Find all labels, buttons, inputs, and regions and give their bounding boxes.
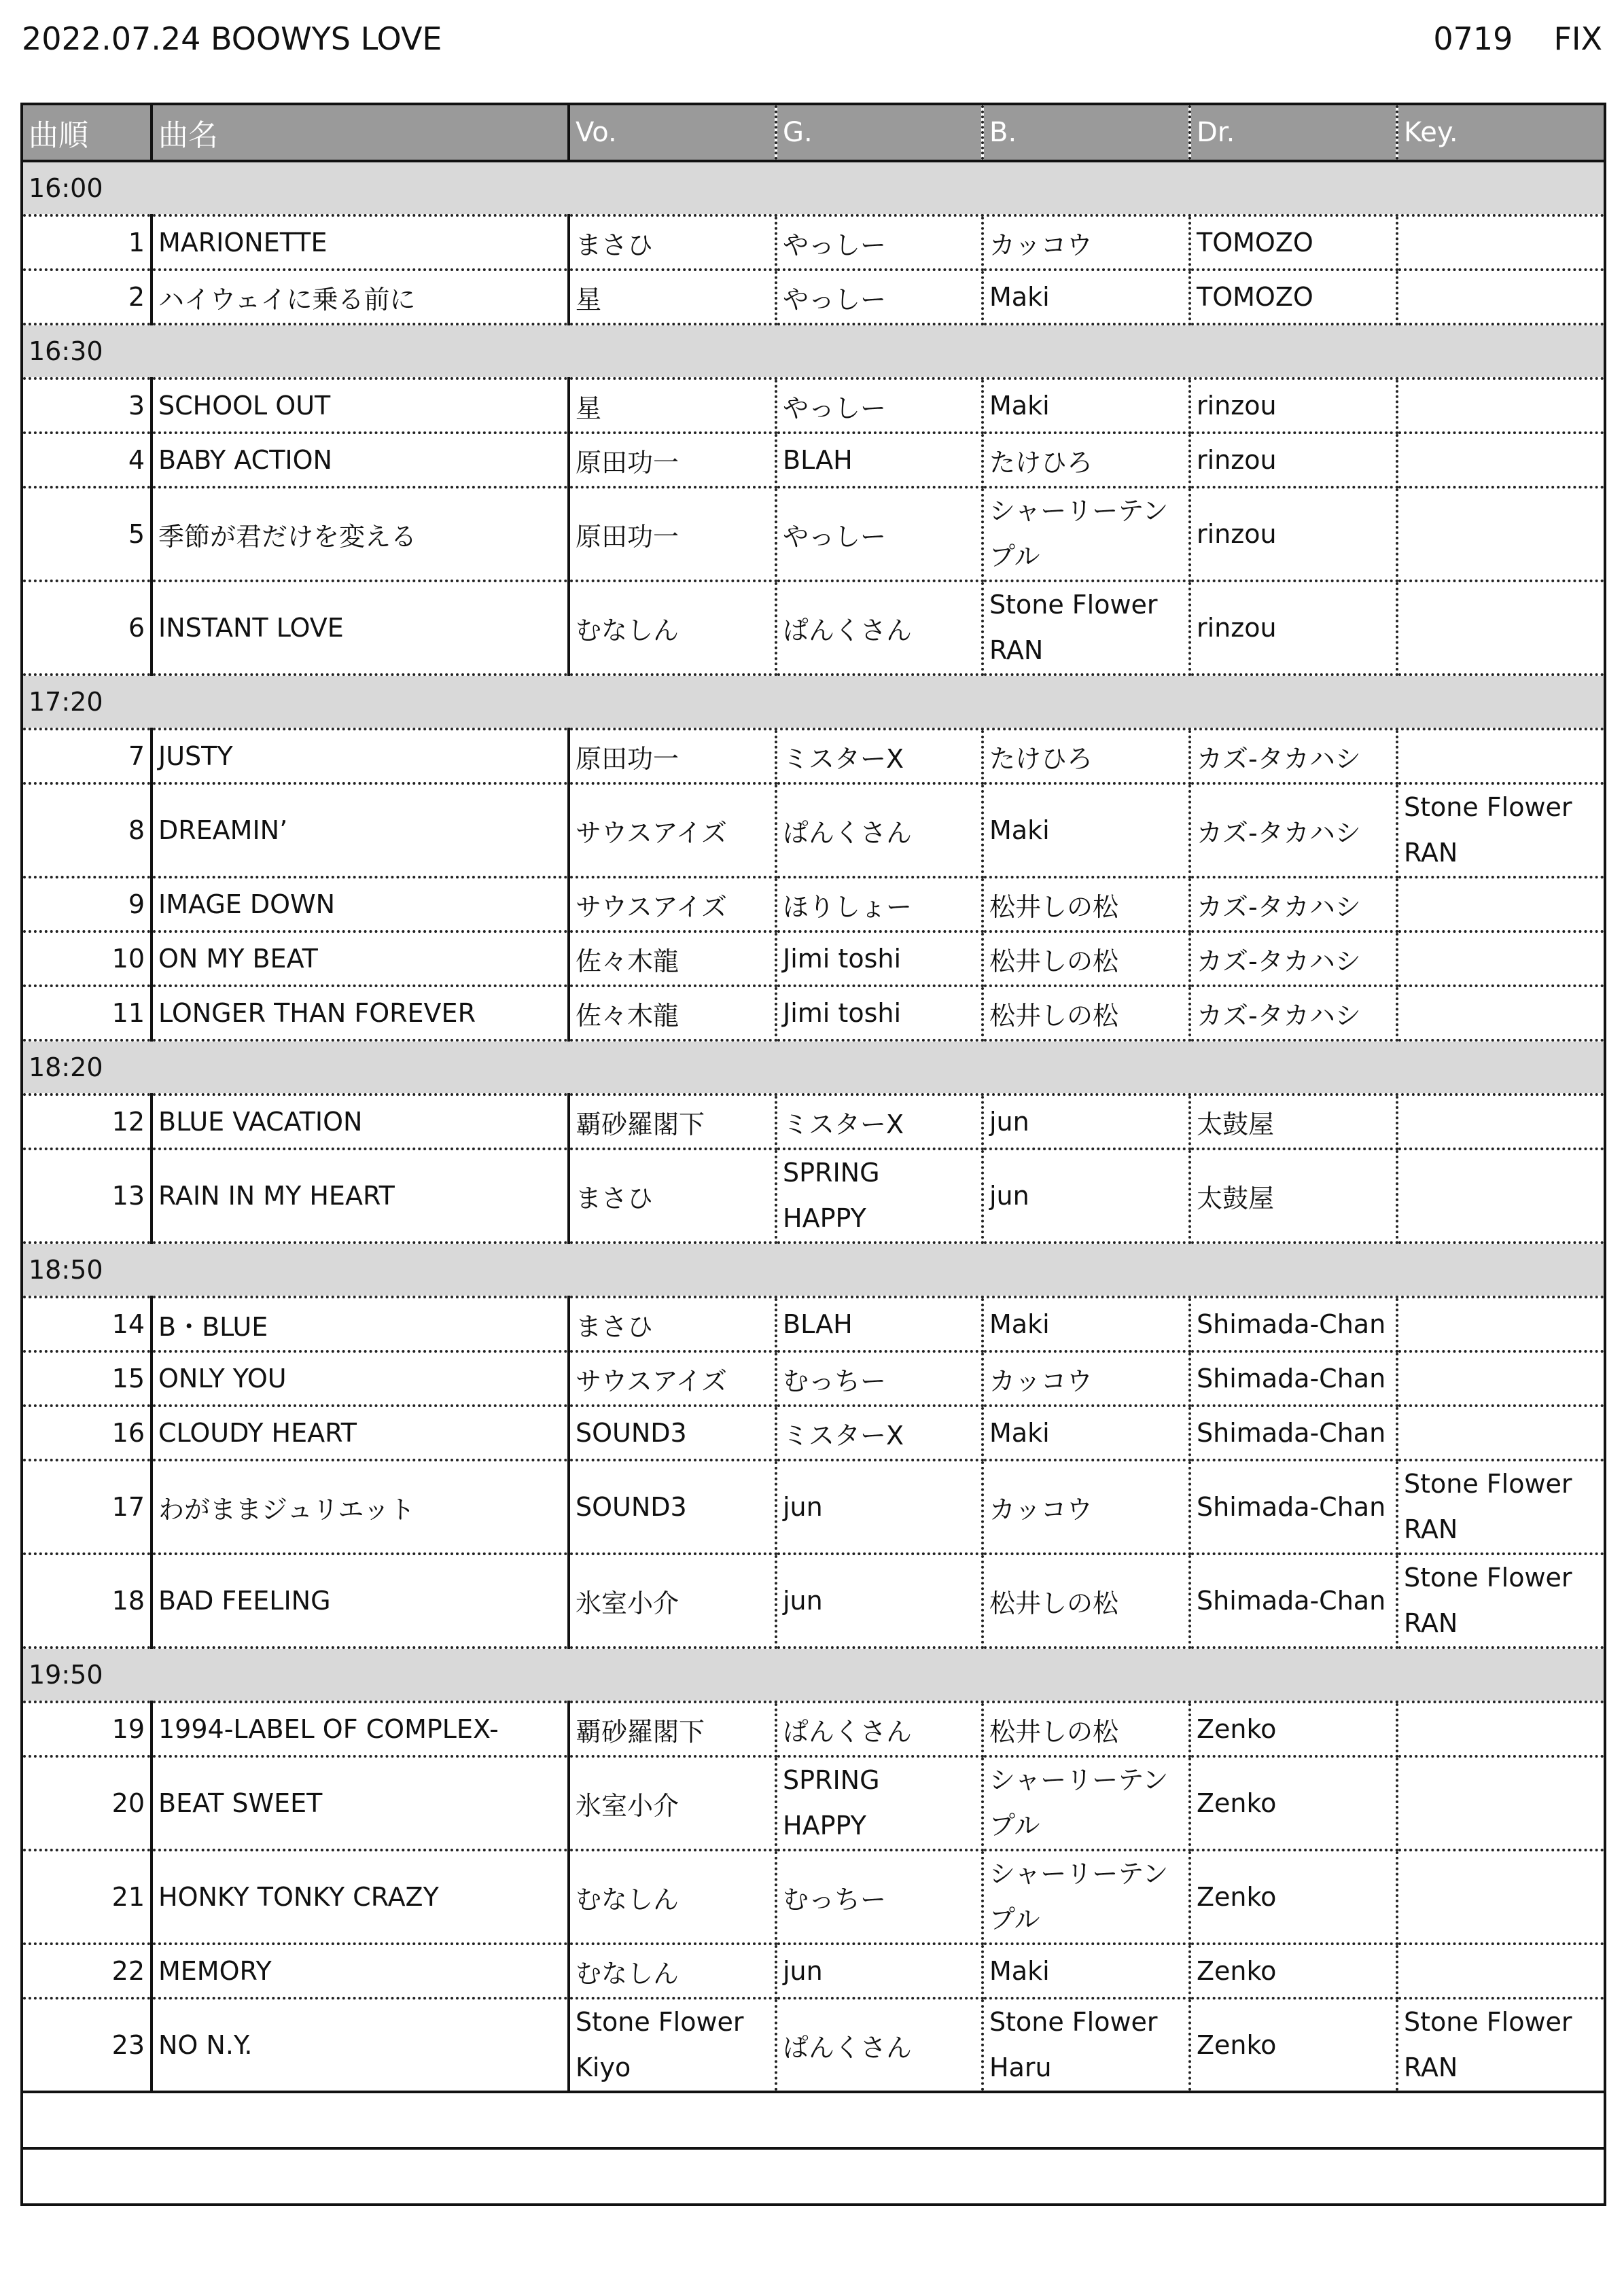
- table-row: [22, 1850, 1605, 1944]
- keyboard-player: Stone Flower RAN: [1397, 1998, 1605, 2092]
- bass-player: Maki: [983, 270, 1190, 324]
- song-title: わがままジュリエット: [152, 1460, 569, 1554]
- empty-cell: [22, 2092, 1605, 2148]
- song-title: LONGER THAN FOREVER: [152, 986, 569, 1040]
- vocal-player: SOUND3: [569, 1406, 776, 1460]
- song-order: 21: [22, 1850, 152, 1944]
- guitar-player: jun: [776, 1460, 983, 1554]
- bass-player: 松井しの松: [983, 931, 1190, 986]
- drums-player: カズ-タカハシ: [1190, 729, 1397, 783]
- version-label: 0719: [1433, 20, 1513, 57]
- song-title: 季節が君だけを変える: [152, 487, 569, 581]
- bass-player: Maki: [983, 783, 1190, 877]
- bass-player: シャーリーテン プル: [983, 1850, 1190, 1944]
- song-order: 10: [22, 931, 152, 986]
- drums-player: カズ-タカハシ: [1190, 783, 1397, 877]
- section-time: 16:00: [22, 161, 1605, 215]
- song-title: ハイウェイに乗る前に: [152, 270, 569, 324]
- song-title: CLOUDY HEART: [152, 1406, 569, 1460]
- vocal-player: 氷室小介: [569, 1554, 776, 1648]
- table-row: [22, 1297, 1605, 1351]
- drums-player: カズ-タカハシ: [1190, 931, 1397, 986]
- song-order: 19: [22, 1702, 152, 1756]
- bass-player: jun: [983, 1149, 1190, 1243]
- bass-player: カッコウ: [983, 1460, 1190, 1554]
- song-order: 8: [22, 783, 152, 877]
- header-meta: [1433, 20, 1602, 57]
- bass-player: Stone Flower RAN: [983, 581, 1190, 675]
- column-header-keyboard: Key.: [1397, 104, 1605, 161]
- guitar-player: BLAH: [776, 433, 983, 487]
- guitar-player: SPRING HAPPY: [776, 1149, 983, 1243]
- song-title: DREAMIN’: [152, 783, 569, 877]
- keyboard-player: [1397, 986, 1605, 1040]
- song-title: NO N.Y.: [152, 1998, 569, 2092]
- song-title: ON MY BEAT: [152, 931, 569, 986]
- song-title: 1994-LABEL OF COMPLEX-: [152, 1702, 569, 1756]
- time-section-row: [22, 324, 1605, 378]
- drums-player: Shimada-Chan: [1190, 1406, 1397, 1460]
- keyboard-player: [1397, 1702, 1605, 1756]
- vocal-player: 原田功一: [569, 487, 776, 581]
- keyboard-player: Stone Flower RAN: [1397, 1554, 1605, 1648]
- drums-player: TOMOZO: [1190, 270, 1397, 324]
- vocal-player: サウスアイズ: [569, 783, 776, 877]
- song-order: 5: [22, 487, 152, 581]
- guitar-player: むっちー: [776, 1850, 983, 1944]
- vocal-player: まさひ: [569, 1149, 776, 1243]
- song-title: JUSTY: [152, 729, 569, 783]
- keyboard-player: [1397, 1850, 1605, 1944]
- time-section-row: [22, 1648, 1605, 1702]
- drums-player: Zenko: [1190, 1998, 1397, 2092]
- time-section-row: [22, 161, 1605, 215]
- vocal-player: 星: [569, 378, 776, 433]
- vocal-player: まさひ: [569, 1297, 776, 1351]
- keyboard-player: [1397, 433, 1605, 487]
- drums-player: rinzou: [1190, 487, 1397, 581]
- song-order: 1: [22, 215, 152, 270]
- section-time: 18:50: [22, 1243, 1605, 1297]
- keyboard-player: [1397, 487, 1605, 581]
- empty-row: [22, 2092, 1605, 2148]
- song-order: 9: [22, 877, 152, 931]
- drums-player: カズ-タカハシ: [1190, 877, 1397, 931]
- song-title: ONLY YOU: [152, 1351, 569, 1406]
- song-order: 3: [22, 378, 152, 433]
- drums-player: Zenko: [1190, 1944, 1397, 1998]
- column-header-drums: Dr.: [1190, 104, 1397, 161]
- song-order: 6: [22, 581, 152, 675]
- bass-player: カッコウ: [983, 215, 1190, 270]
- time-section-row: [22, 1040, 1605, 1095]
- bass-player: 松井しの松: [983, 877, 1190, 931]
- song-title: BABY ACTION: [152, 433, 569, 487]
- drums-player: Shimada-Chan: [1190, 1554, 1397, 1648]
- table-row: [22, 1351, 1605, 1406]
- song-order: 12: [22, 1095, 152, 1149]
- song-title: SCHOOL OUT: [152, 378, 569, 433]
- section-time: 19:50: [22, 1648, 1605, 1702]
- guitar-player: やっしー: [776, 487, 983, 581]
- column-header-vocal: Vo.: [569, 104, 776, 161]
- table-row: [22, 581, 1605, 675]
- table-row: [22, 986, 1605, 1040]
- bass-player: Maki: [983, 1297, 1190, 1351]
- setlist-body: [22, 161, 1605, 2205]
- bass-player: Maki: [983, 378, 1190, 433]
- song-title: HONKY TONKY CRAZY: [152, 1850, 569, 1944]
- song-title: BLUE VACATION: [152, 1095, 569, 1149]
- guitar-player: ミスターX: [776, 729, 983, 783]
- vocal-player: むなしん: [569, 581, 776, 675]
- vocal-player: むなしん: [569, 1850, 776, 1944]
- table-row: [22, 1944, 1605, 1998]
- vocal-player: SOUND3: [569, 1460, 776, 1554]
- keyboard-player: [1397, 1944, 1605, 1998]
- vocal-player: 原田功一: [569, 729, 776, 783]
- song-order: 20: [22, 1756, 152, 1850]
- guitar-player: ぱんくさん: [776, 1998, 983, 2092]
- guitar-player: やっしー: [776, 378, 983, 433]
- empty-cell: [22, 2148, 1605, 2205]
- setlist-table: [20, 103, 1606, 2206]
- guitar-player: ほりしょー: [776, 877, 983, 931]
- song-order: 15: [22, 1351, 152, 1406]
- keyboard-player: [1397, 1297, 1605, 1351]
- song-order: 22: [22, 1944, 152, 1998]
- table-row: [22, 1095, 1605, 1149]
- song-title: BAD FEELING: [152, 1554, 569, 1648]
- section-time: 16:30: [22, 324, 1605, 378]
- table-row: [22, 378, 1605, 433]
- bass-player: Maki: [983, 1406, 1190, 1460]
- bass-player: 松井しの松: [983, 1702, 1190, 1756]
- table-row: [22, 487, 1605, 581]
- guitar-player: SPRING HAPPY: [776, 1756, 983, 1850]
- keyboard-player: [1397, 581, 1605, 675]
- table-row: [22, 931, 1605, 986]
- bass-player: シャーリーテン プル: [983, 487, 1190, 581]
- table-row: [22, 215, 1605, 270]
- guitar-player: むっちー: [776, 1351, 983, 1406]
- song-title: MARIONETTE: [152, 215, 569, 270]
- table-row: [22, 1998, 1605, 2092]
- empty-row: [22, 2148, 1605, 2205]
- column-header-bass: B.: [983, 104, 1190, 161]
- song-order: 11: [22, 986, 152, 1040]
- song-order: 7: [22, 729, 152, 783]
- song-order: 2: [22, 270, 152, 324]
- vocal-player: サウスアイズ: [569, 1351, 776, 1406]
- vocal-player: 星: [569, 270, 776, 324]
- keyboard-player: [1397, 215, 1605, 270]
- guitar-player: jun: [776, 1554, 983, 1648]
- keyboard-player: [1397, 931, 1605, 986]
- song-title: RAIN IN MY HEART: [152, 1149, 569, 1243]
- vocal-player: 覇砂羅閣下: [569, 1095, 776, 1149]
- drums-player: Zenko: [1190, 1702, 1397, 1756]
- keyboard-player: [1397, 1095, 1605, 1149]
- drums-player: TOMOZO: [1190, 215, 1397, 270]
- guitar-player: ぱんくさん: [776, 581, 983, 675]
- drums-player: Zenko: [1190, 1850, 1397, 1944]
- drums-player: rinzou: [1190, 433, 1397, 487]
- drums-player: rinzou: [1190, 581, 1397, 675]
- bass-player: 松井しの松: [983, 1554, 1190, 1648]
- bass-player: シャーリーテン プル: [983, 1756, 1190, 1850]
- song-title: IMAGE DOWN: [152, 877, 569, 931]
- keyboard-player: [1397, 1406, 1605, 1460]
- table-row: [22, 1702, 1605, 1756]
- keyboard-player: [1397, 1351, 1605, 1406]
- bass-player: 松井しの松: [983, 986, 1190, 1040]
- bass-player: Maki: [983, 1944, 1190, 1998]
- bass-player: たけひろ: [983, 729, 1190, 783]
- keyboard-player: [1397, 877, 1605, 931]
- vocal-player: まさひ: [569, 215, 776, 270]
- song-title: B・BLUE: [152, 1297, 569, 1351]
- table-row: [22, 1460, 1605, 1554]
- song-order: 17: [22, 1460, 152, 1554]
- page-header: [22, 15, 1602, 63]
- table-row: [22, 1406, 1605, 1460]
- vocal-player: 原田功一: [569, 433, 776, 487]
- column-header-guitar: G.: [776, 104, 983, 161]
- vocal-player: むなしん: [569, 1944, 776, 1998]
- time-section-row: [22, 1243, 1605, 1297]
- header-row: [22, 104, 1605, 161]
- drums-player: rinzou: [1190, 378, 1397, 433]
- guitar-player: ぱんくさん: [776, 783, 983, 877]
- song-order: 18: [22, 1554, 152, 1648]
- keyboard-player: [1397, 1756, 1605, 1850]
- song-title: MEMORY: [152, 1944, 569, 1998]
- table-row: [22, 1554, 1605, 1648]
- guitar-player: Jimi toshi: [776, 931, 983, 986]
- song-order: 4: [22, 433, 152, 487]
- keyboard-player: [1397, 378, 1605, 433]
- song-order: 13: [22, 1149, 152, 1243]
- vocal-player: 氷室小介: [569, 1756, 776, 1850]
- vocal-player: 覇砂羅閣下: [569, 1702, 776, 1756]
- keyboard-player: [1397, 729, 1605, 783]
- guitar-player: jun: [776, 1944, 983, 1998]
- keyboard-player: Stone Flower RAN: [1397, 1460, 1605, 1554]
- bass-player: jun: [983, 1095, 1190, 1149]
- drums-player: Zenko: [1190, 1756, 1397, 1850]
- status-label: FIX: [1553, 20, 1602, 57]
- column-header-order: 曲順: [22, 104, 152, 161]
- table-row: [22, 877, 1605, 931]
- vocal-player: サウスアイズ: [569, 877, 776, 931]
- drums-player: Shimada-Chan: [1190, 1460, 1397, 1554]
- drums-player: Shimada-Chan: [1190, 1297, 1397, 1351]
- guitar-player: やっしー: [776, 270, 983, 324]
- time-section-row: [22, 675, 1605, 729]
- table-row: [22, 1756, 1605, 1850]
- keyboard-player: Stone Flower RAN: [1397, 783, 1605, 877]
- guitar-player: ぱんくさん: [776, 1702, 983, 1756]
- column-header-title: 曲名: [152, 104, 569, 161]
- guitar-player: BLAH: [776, 1297, 983, 1351]
- vocal-player: 佐々木龍: [569, 986, 776, 1040]
- table-row: [22, 729, 1605, 783]
- section-time: 18:20: [22, 1040, 1605, 1095]
- vocal-player: Stone Flower Kiyo: [569, 1998, 776, 2092]
- section-time: 17:20: [22, 675, 1605, 729]
- song-title: INSTANT LOVE: [152, 581, 569, 675]
- drums-player: カズ-タカハシ: [1190, 986, 1397, 1040]
- guitar-player: ミスターX: [776, 1406, 983, 1460]
- drums-player: Shimada-Chan: [1190, 1351, 1397, 1406]
- table-row: [22, 270, 1605, 324]
- guitar-player: やっしー: [776, 215, 983, 270]
- keyboard-player: [1397, 1149, 1605, 1243]
- table-row: [22, 1149, 1605, 1243]
- keyboard-player: [1397, 270, 1605, 324]
- drums-player: 太鼓屋: [1190, 1149, 1397, 1243]
- bass-player: Stone Flower Haru: [983, 1998, 1190, 2092]
- guitar-player: ミスターX: [776, 1095, 983, 1149]
- bass-player: たけひろ: [983, 433, 1190, 487]
- page-title: 2022.07.24 BOOWYS LOVE: [22, 20, 442, 57]
- table-row: [22, 433, 1605, 487]
- drums-player: 太鼓屋: [1190, 1095, 1397, 1149]
- song-order: 14: [22, 1297, 152, 1351]
- table-row: [22, 783, 1605, 877]
- song-title: BEAT SWEET: [152, 1756, 569, 1850]
- guitar-player: Jimi toshi: [776, 986, 983, 1040]
- song-order: 23: [22, 1998, 152, 2092]
- bass-player: カッコウ: [983, 1351, 1190, 1406]
- song-order: 16: [22, 1406, 152, 1460]
- vocal-player: 佐々木龍: [569, 931, 776, 986]
